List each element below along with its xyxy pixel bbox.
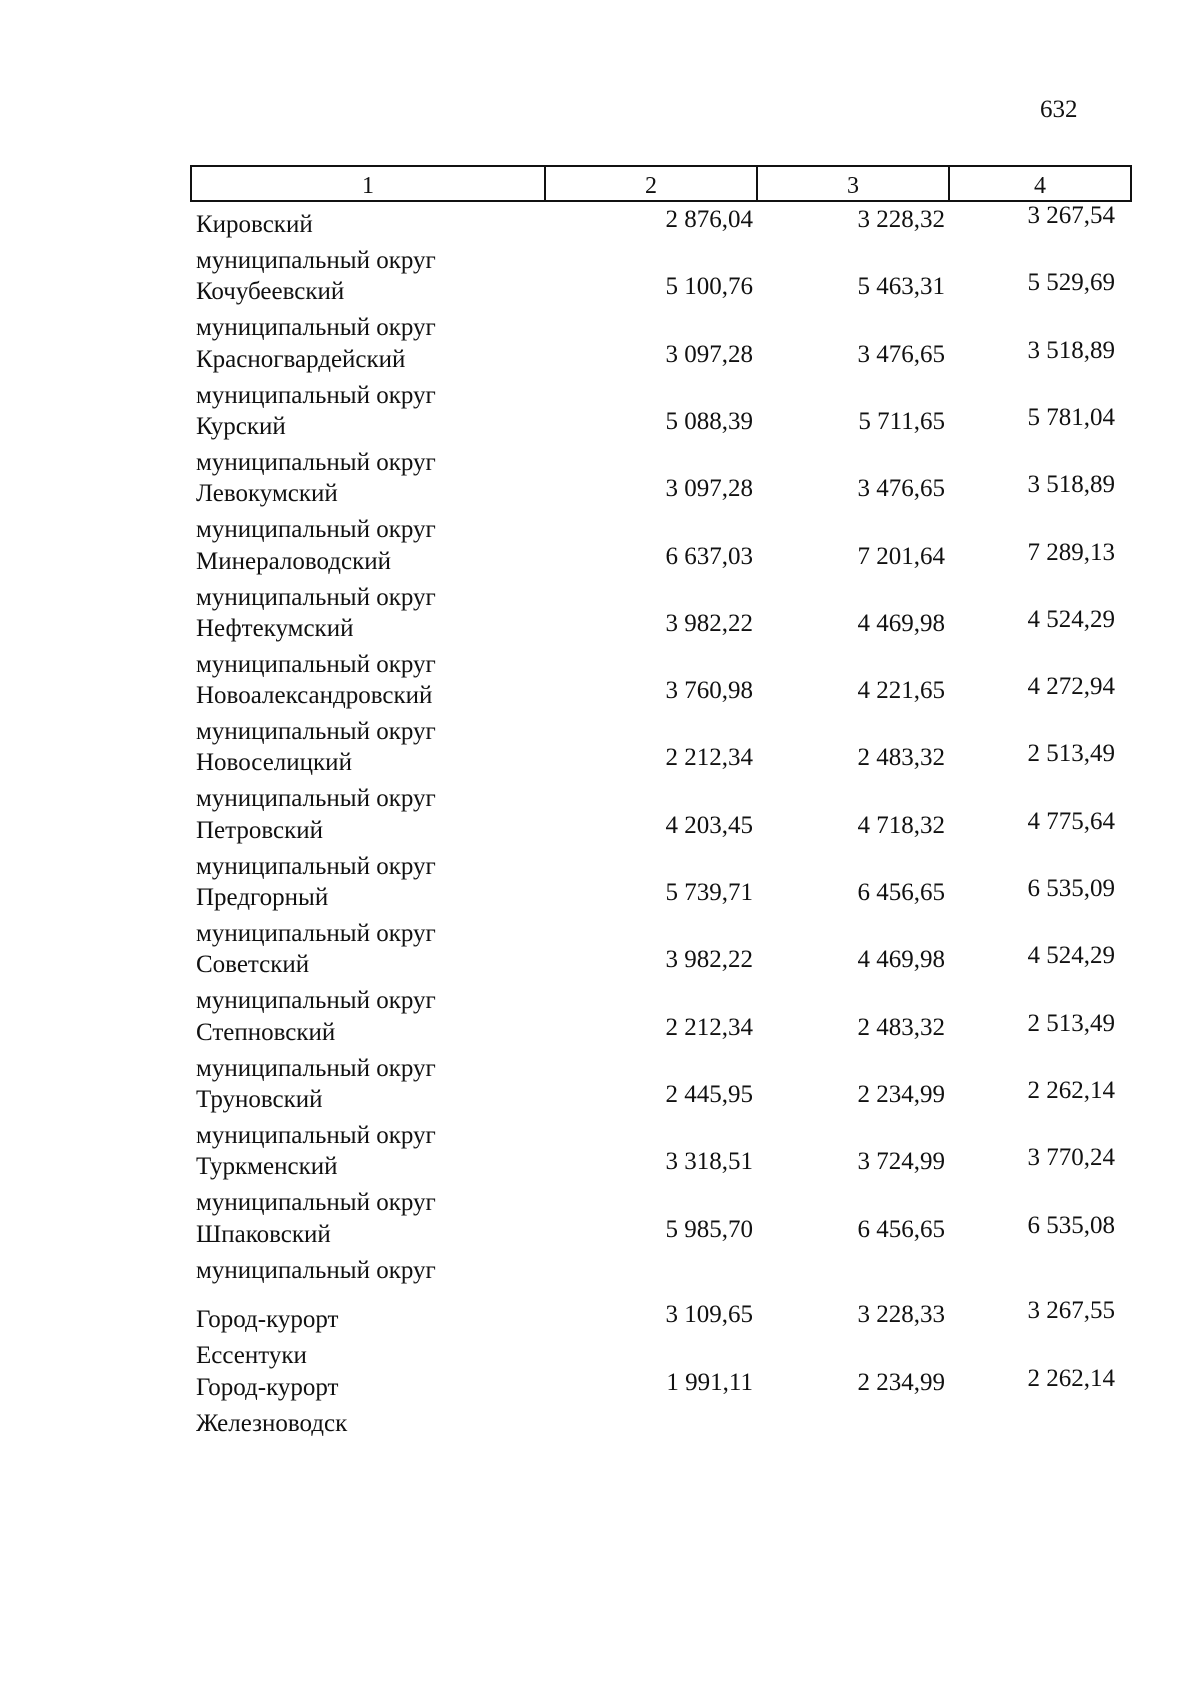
value-col-2: 3 097,28	[665, 340, 753, 368]
value-col-3: 2 234,99	[857, 1080, 945, 1108]
table-row	[0, 1144, 1200, 1219]
table-row	[0, 1365, 1200, 1440]
value-col-2: 2 445,95	[665, 1080, 753, 1108]
row-name: Левокумский муниципальный округ	[196, 480, 436, 544]
row-name: Новоалександровский муниципальный округ	[196, 682, 436, 746]
row-name: Минераловодский муниципальный округ	[196, 547, 436, 611]
value-col-4: 3 267,55	[1027, 1297, 1115, 1324]
row-name: Степновский муниципальный округ	[196, 1018, 436, 1082]
value-col-3: 4 221,65	[857, 677, 945, 705]
table-row	[0, 875, 1200, 950]
row-name: Красногвардейский муниципальный округ	[196, 345, 436, 409]
value-col-3: 3 476,65	[857, 475, 945, 503]
value-col-3: 4 469,98	[857, 609, 945, 637]
value-col-2: 2 212,34	[665, 744, 753, 772]
value-col-2: 6 637,03	[665, 542, 753, 570]
value-col-4: 2 513,49	[1027, 1009, 1115, 1037]
value-col-3: 3 724,99	[857, 1148, 945, 1176]
value-col-4: 3 770,24	[1027, 1144, 1115, 1172]
value-col-4: 2 262,14	[1027, 1076, 1115, 1104]
value-col-2: 3 109,65	[665, 1301, 753, 1328]
value-col-3: 5 711,65	[858, 407, 945, 435]
table-row	[0, 942, 1200, 1017]
value-col-2: 5 100,76	[665, 273, 753, 301]
value-col-2: 3 760,98	[665, 677, 753, 705]
row-name: Предгорный муниципальный округ	[196, 884, 436, 947]
value-col-3: 6 456,65	[857, 1215, 945, 1243]
value-col-3: 4 718,32	[857, 811, 945, 839]
value-col-4: 6 535,09	[1027, 875, 1115, 902]
row-name: Город-курорт Ессентуки	[196, 1306, 339, 1369]
row-name: Новоселицкий муниципальный округ	[196, 749, 436, 813]
value-col-3: 3 228,32	[857, 206, 945, 233]
table-row	[0, 1297, 1200, 1372]
table-row	[0, 1009, 1200, 1085]
table-row	[0, 403, 1200, 479]
row-name: Город-курорт Железноводск	[196, 1374, 348, 1437]
value-col-4: 4 524,29	[1027, 942, 1115, 970]
page-number: 632	[1040, 96, 1078, 123]
value-col-2: 5 985,70	[665, 1215, 753, 1243]
value-col-3: 2 483,32	[857, 1013, 945, 1041]
value-col-2: 2 212,34	[665, 1013, 753, 1041]
table-row	[0, 1076, 1200, 1152]
header-col-2: 2	[544, 167, 756, 200]
value-col-4: 4 775,64	[1027, 807, 1115, 835]
table-row	[0, 807, 1200, 883]
table-row	[0, 336, 1200, 412]
value-col-3: 2 234,99	[857, 1369, 945, 1396]
table-row	[0, 605, 1200, 681]
value-col-3: 4 469,98	[857, 946, 945, 974]
header-col-1: 1	[362, 173, 374, 199]
value-col-3: 7 201,64	[857, 542, 945, 570]
value-col-2: 3 097,28	[665, 475, 753, 503]
value-col-4: 7 289,13	[1027, 538, 1115, 566]
table-row	[0, 1211, 1200, 1287]
table-row	[0, 471, 1200, 546]
value-col-3: 6 456,65	[857, 879, 945, 906]
value-col-4: 4 272,94	[1027, 673, 1115, 701]
row-name: Труновский муниципальный округ	[196, 1085, 436, 1149]
table-row	[0, 269, 1200, 344]
value-col-2: 3 318,51	[665, 1148, 753, 1176]
value-col-4: 3 518,89	[1027, 471, 1115, 499]
value-col-4: 3 267,54	[1027, 202, 1115, 229]
value-col-2: 4 203,45	[665, 811, 753, 839]
row-name: Советский муниципальный округ	[196, 951, 436, 1015]
row-name: Кировский муниципальный округ	[196, 211, 436, 274]
value-col-2: 5 739,71	[665, 879, 753, 906]
value-col-3: 2 483,32	[857, 744, 945, 772]
row-name: Петровский муниципальный округ	[196, 816, 436, 880]
value-col-3: 3 476,65	[857, 340, 945, 368]
header-col-4: 4	[948, 167, 1130, 200]
table-row	[0, 673, 1200, 748]
table-row	[0, 202, 1200, 277]
value-col-4: 2 262,14	[1027, 1365, 1115, 1392]
row-name: Курский муниципальный округ	[196, 412, 436, 476]
value-col-4: 5 529,69	[1027, 269, 1115, 297]
value-col-4: 5 781,04	[1027, 403, 1115, 431]
value-col-4: 6 535,08	[1027, 1211, 1115, 1239]
table-row	[0, 538, 1200, 614]
value-col-2: 1 991,11	[666, 1369, 753, 1396]
value-col-4: 2 513,49	[1027, 740, 1115, 768]
value-col-2: 3 982,22	[665, 946, 753, 974]
value-col-4: 3 518,89	[1027, 336, 1115, 364]
row-name: Кочубеевский муниципальный округ	[196, 278, 436, 342]
value-col-3: 3 228,33	[857, 1301, 945, 1328]
value-col-2: 3 982,22	[665, 609, 753, 637]
value-col-2: 2 876,04	[665, 206, 753, 233]
row-name: Туркменский муниципальный округ	[196, 1153, 436, 1217]
row-name: Шпаковский муниципальный округ	[196, 1220, 436, 1284]
table-row	[0, 740, 1200, 815]
value-col-4: 4 524,29	[1027, 605, 1115, 633]
row-name: Нефтекумский муниципальный округ	[196, 614, 436, 678]
value-col-3: 5 463,31	[857, 273, 945, 301]
value-col-2: 5 088,39	[665, 407, 753, 435]
header-col-3: 3	[756, 167, 948, 200]
